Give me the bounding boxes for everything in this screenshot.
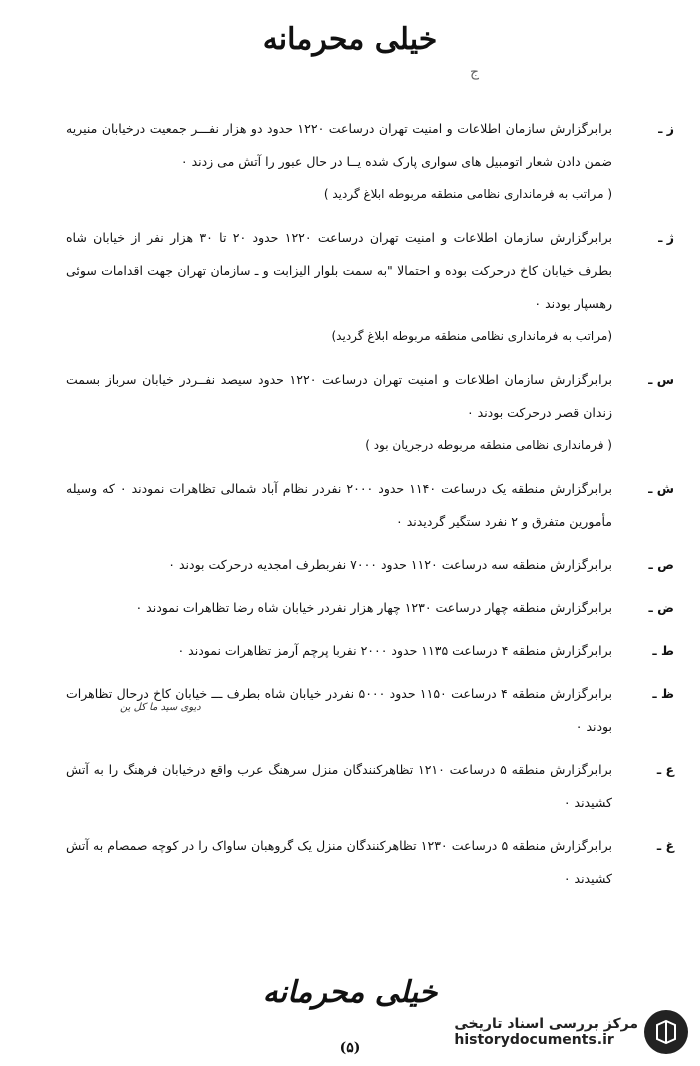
item-text: برابرگزارش منطقه یک درساعت ۱۱۴۰ حدود ۲۰۰۰ نفردر نظام آباد شمالی تظاهرات نمودند ۰ که وسیله مأمورین متفرق و ۲ نفرد ستگیر گردیدند ۰ <box>66 481 613 529</box>
item-text: برابرگزارش منطقه سه درساعت ۱۱۲۰ حدود ۷۰۰۰ نفربطرف امجدیه درحرکت بودند ۰ <box>168 557 612 572</box>
item-letter: غ ـ <box>656 838 674 853</box>
item-letter: ط ـ <box>652 643 674 658</box>
item-letter: ع ـ <box>656 762 674 777</box>
item-letter: ز ـ <box>658 121 674 136</box>
item-text: برابرگزارش سازمان اطلاعات و امنیت تهران درساعت ۱۲۲۰ حدود دو هزار نفـــر جمعیت درخیابان منیریه ضمن دادن شعار اتومبیل های سواری پارک شده یــا در حال عبور را آتش می زدند ۰ <box>66 121 612 169</box>
handwritten-annotation: دیوی سید ما کل ین <box>120 702 201 713</box>
item-letter: ض ـ <box>648 600 674 615</box>
item-note: ( مراتب به فرمانداری نظامی منطقه مربوطه ابلاغ گردید ) <box>323 187 612 201</box>
list-item <box>66 753 674 819</box>
item-letter: ژ ـ <box>658 230 674 245</box>
classification-stamp-bottom: خیلی محرمانه <box>262 975 438 1010</box>
item-letter: ص ـ <box>648 557 674 572</box>
archive-logo-icon <box>644 1010 688 1054</box>
item-text: برابرگزارش منطقه ۵ درساعت ۱۲۳۰ تظاهرکنندگان منزل یک گروهبان ساواک را در کوچه صمصام به آتش کشیدند ۰ <box>66 838 612 886</box>
list-item <box>66 591 674 624</box>
page-number: (۵) <box>339 1040 361 1056</box>
watermark-url: historydocuments.ir <box>454 1032 614 1048</box>
item-letter: ش ـ <box>648 481 674 496</box>
item-text: برابرگزارش منطقه ۴ درساعت ۱۱۵۰ حدود ۵۰۰۰ نفردر خیابان شاه بطرف ـــ خیابان کاخ درحال تظاهرات بودند ۰ <box>66 686 612 734</box>
report-list <box>66 112 674 905</box>
item-text: برابرگزارش منطقه چهار درساعت ۱۲۳۰ چهار هزار نفردر خیابان شاه رضا تظاهرات نمودند ۰ <box>135 600 612 615</box>
item-text: برابرگزارش سازمان اطلاعات و امنیت تهران درساعت ۱۲۲۰ حدود ۲۰ تا ۳۰ هزار نفر از خیابان شاه بطرف خیابان کاخ درحرکت بوده و احتمالا "به سمت بلوار الیزابت و ـ سازمان تهران جهت اقدامات سوئی رهسپار بودند ۰ <box>66 230 612 311</box>
watermark-text <box>454 1016 638 1048</box>
item-letter: ظ ـ <box>652 686 674 701</box>
item-note: ( فرمانداری نظامی منطقه مربوطه درجریان بود ) <box>365 438 612 452</box>
list-item <box>66 829 674 895</box>
watermark-fa: مرکز بررسی اسناد تاریخی <box>454 1016 638 1032</box>
item-text: برابرگزارش منطقه ۵ درساعت ۱۲۱۰ تظاهرکنندگان منزل سرهنگ عرب واقع درخیابان فرهنگ را به آتش کشیدند ۰ <box>66 762 612 810</box>
watermark <box>418 1008 688 1056</box>
list-item <box>66 634 674 667</box>
list-item <box>66 548 674 581</box>
item-note: (مراتب به فرمانداری نظامی منطقه مربوطه ابلاغ گردید) <box>331 329 612 343</box>
item-letter: س ـ <box>648 372 674 387</box>
item-text: برابرگزارش سازمان اطلاعات و امنیت تهران درساعت ۱۲۲۰ حدود سیصد نفــردر خیابان سرباز بسمت زندان قصر درحرکت بودند ۰ <box>66 372 612 420</box>
margin-mark: ج <box>470 64 480 80</box>
item-text: برابرگزارش منطقه ۴ درساعت ۱۱۳۵ حدود ۲۰۰۰ نفربا پرچم آرمز تظاهرات نمودند ۰ <box>177 643 612 658</box>
list-item <box>66 221 674 353</box>
list-item <box>66 363 674 462</box>
classification-stamp-top: خیلی محرمانه <box>262 22 438 57</box>
list-item <box>66 472 674 538</box>
list-item <box>66 112 674 211</box>
